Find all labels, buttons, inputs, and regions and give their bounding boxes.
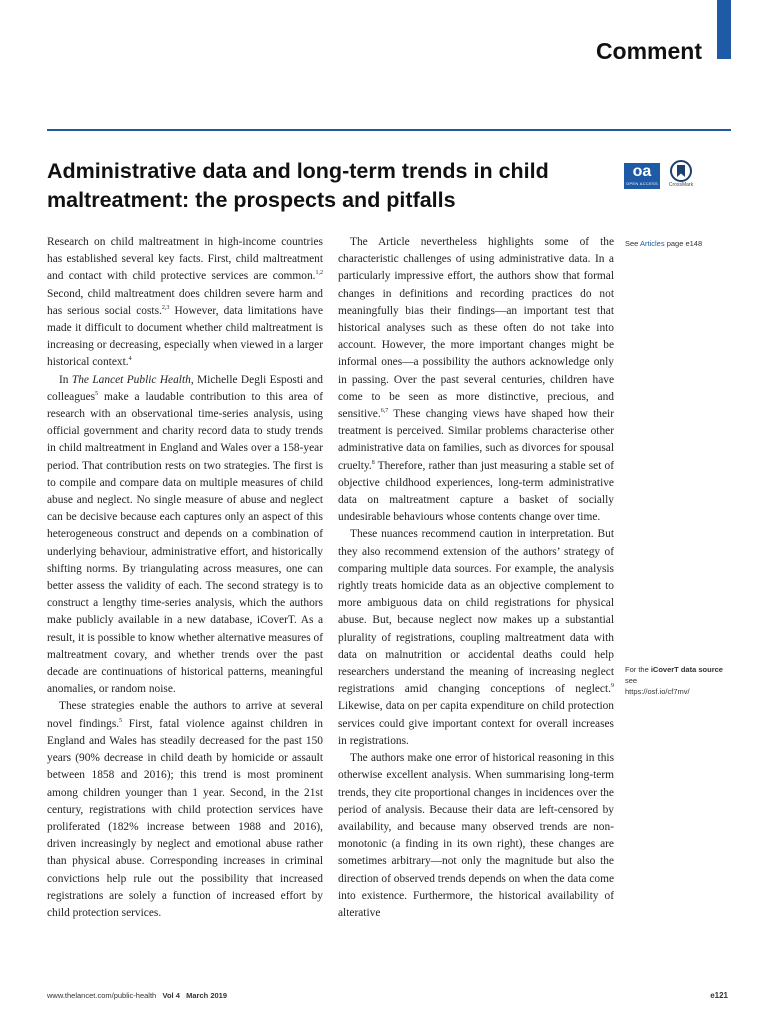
crossmark-label: CrossMark [668, 182, 694, 188]
left-column [47, 234, 323, 922]
paragraph: In The Lancet Public Health, Michelle Degli Esposti and colleagues$^5$ make a laudable contribution to this area of research with an observational time-series analysis, using official government and charity record data to study trends in child maltreatment in England and Wales over a 158-year period. That contribution rests on two strategies. The first is to compile and compare data on multiple measures of child abuse and neglect. No single measure of abuse and neglect can be decisive because each captures only an aspect of this heterogeneous construct and depends on a combination of underlying behaviour, administrative effort, and historically shifting norms. By triangulating across measures, one can better assess the validity of each. The second strategy is to construct a lengthy time-series analysis, which the authors make publicly available in a new database, iCoverT. As a result, it is possible to know whether alternative measures of maltreatment covary, and whether trends over the past decade are continuations of historical patterns, meaningful anomalies, or random noise. [47, 373, 323, 696]
paragraph: These nuances recommend caution in interpretation. But they also recommend extension of the authors’ strategy of comparing multiple data sources. For example, the analysis rightly treats homicide data as an objective complement to more ambiguous data on child registrations for physical abuse. But, because neglect now makes up a substantial plurality of registrations, coupling maltreatment data with data on malnutrition or accidental deaths could help researchers understand the meaning of increasing neglect registrations amid changing conceptions of neglect.$^9$ Likewise, data on per capita expenditure on child protection services could give important context for overall increases in registrations. [338, 528, 614, 747]
open-access-sublabel: OPEN ACCESS [626, 181, 658, 186]
section-label: Comment [595, 38, 702, 64]
paragraph: The Article nevertheless highlights some of the characteristic challenges of using administrative data. In a particularly impressive effort, the authors show that formal changes in definitions and recording practices do not meaningfully bias their findings—an important test that historical analyses such as these often do not take into account. However, the more important changes might be informal ones—a possibility the authors acknowledge only in passing. Over the past several centuries, children have come to be seen as more distinctive, precious, and sensitive.$^{6,7}$ These changing views have shaped how their treatment is perceived. Similar problems characterise other administrative data on families, such as divorces for spousal cruelty.$^8$ Therefore, rather than just measuring a stable set of objective childhood experiences, long-term administrative data on maltreatment capture a basket of socially undesirable behaviours whose contents change over time. [338, 236, 614, 524]
data-source-url[interactable]: https://osf.io/cf7mv/ [625, 687, 690, 696]
right-column [338, 234, 614, 922]
footer-citation: www.thelancet.com/public-health Vol 4 March 2019 [47, 991, 227, 1000]
crossmark-icon [670, 160, 692, 182]
header-accent-bar [717, 0, 731, 59]
page-number: e121 [710, 991, 728, 1000]
article-title: Administrative data and long-term trends in child maltreatment: the prospects and pitfalls [47, 159, 549, 212]
paragraph: These strategies enable the authors to arrive at several novel findings.$^5$ First, fatal violence against children in England and Wales has steadily decreased for the past 150 years (90% decrease in child death by homicide or assault between 1858 and 2016); this trend is most prominent among children younger than 1 year. Second, in the 21st century, registrations with child protection services have proliferated (182% increase between 1988 and 2016), driven increasingly by neglect and emotional abuse rather than physical abuse. Corresponding increases in criminal convictions help rule out the possibility that increased registrations are solely a function of increased effort by child protection services. [47, 700, 323, 919]
paragraph: Research on child maltreatment in high-income countries has established several key facts. First, child maltreatment and contact with child protective services are common.$^{1,2}$ Second, child maltreatment does children severe harm and has serious social costs.$^{2,3}$ However, data limitations have made it difficult to document whether child maltreatment is increasing or decreasing, especially when viewed in a larger historical context.$^4$ [47, 236, 323, 369]
open-access-icon [624, 163, 660, 189]
open-access-label: oa [632, 163, 652, 180]
header-rule [47, 129, 731, 131]
sidenote-see-articles: See Articles page e148 [625, 239, 703, 248]
journal-name: The Lancet Public Health [71, 373, 191, 386]
crossmark-badge[interactable] [668, 160, 694, 189]
sidenote-data-source: For the iCoverT data source see https://osf.io/cf7mv/ [625, 665, 723, 696]
footer-site[interactable]: www.thelancet.com/public-health [47, 991, 157, 1000]
articles-link[interactable]: Articles [640, 239, 665, 248]
paragraph: The authors make one error of historical reasoning in this otherwise excellent analysis. When summarising long-term trends, they cite proportional changes in incidences over the period of analysis. Because their data are left-censored by availability, and because many observed trends are non-monotonic (a finding in its own right), these changes are sometimes arbitrary—not only the magnitude but also the direction of observed trends depends on when the data come into existence. Furthermore, the historical availability of alterative [338, 752, 614, 919]
